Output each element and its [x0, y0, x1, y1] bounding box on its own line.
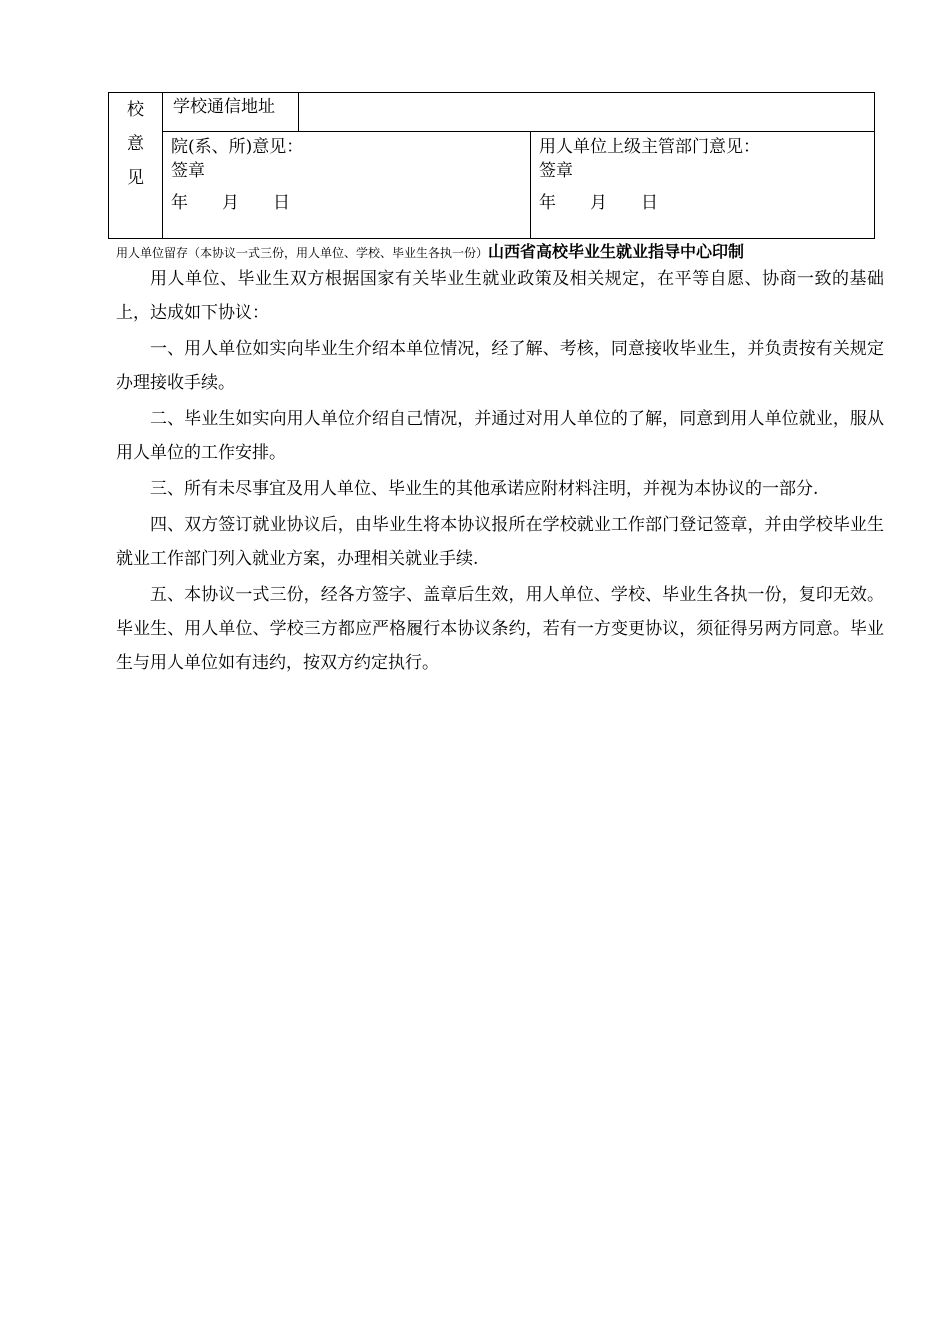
copy-retention-note: 用人单位留存（本协议一式三份，用人单位、学校、毕业生各执一份）: [116, 246, 489, 260]
side-label-char: 校: [127, 100, 144, 120]
school-address-label: 学校通信地址: [163, 93, 299, 132]
department-signature-label: 签章: [171, 161, 205, 181]
supervisor-date-label: 年 月 日: [539, 193, 658, 213]
school-opinion-table: [108, 92, 875, 239]
school-opinion-side-label: [109, 93, 163, 239]
department-opinion-cell[interactable]: [163, 132, 531, 239]
supervisor-opinion-cell[interactable]: [531, 132, 875, 239]
supervisor-opinion-title: 用人单位上级主管部门意见：: [539, 137, 760, 157]
agreement-intro: 用人单位、毕业生双方根据国家有关毕业生就业政策及相关规定，在平等自愿、协商一致的基础上，达成如下协议：: [116, 269, 884, 323]
school-address-field[interactable]: [299, 93, 875, 132]
supervisor-signature-label: 签章: [539, 161, 573, 181]
agreement-clause: 五、本协议一式三份，经各方签字、盖章后生效，用人单位、学校、毕业生各执一份，复印无效。毕业生、用人单位、学校三方都应严格履行本协议条约，若有一方变更协议，须征得另两方同意。毕业生与用人单位如有违约，按双方约定执行。: [116, 585, 884, 673]
agreement-clause: 二、毕业生如实向用人单位介绍自己情况，并通过对用人单位的了解，同意到用人单位就业，服从用人单位的工作安排。: [116, 409, 884, 463]
footer-line: [116, 243, 886, 262]
agreement-clause: 四、双方签订就业协议后，由毕业生将本协议报所在学校就业工作部门登记签章，并由学校毕业生就业工作部门列入就业方案，办理相关就业手续.: [116, 515, 884, 569]
agreement-text: [116, 262, 884, 680]
agreement-clause: 一、用人单位如实向毕业生介绍本单位情况，经了解、考核，同意接收毕业生，并负责按有关规定办理接收手续。: [116, 339, 884, 393]
side-label-char: 见: [127, 168, 144, 188]
agreement-clause: 三、所有未尽事宜及用人单位、毕业生的其他承诺应附材料注明，并视为本协议的一部分.: [150, 479, 819, 499]
department-opinion-title: 院(系、所)意见：: [171, 137, 304, 157]
printer-credit: 山西省高校毕业生就业指导中心印制: [488, 242, 745, 261]
department-date-label: 年 月 日: [171, 193, 290, 213]
side-label-char: 意: [127, 134, 144, 154]
